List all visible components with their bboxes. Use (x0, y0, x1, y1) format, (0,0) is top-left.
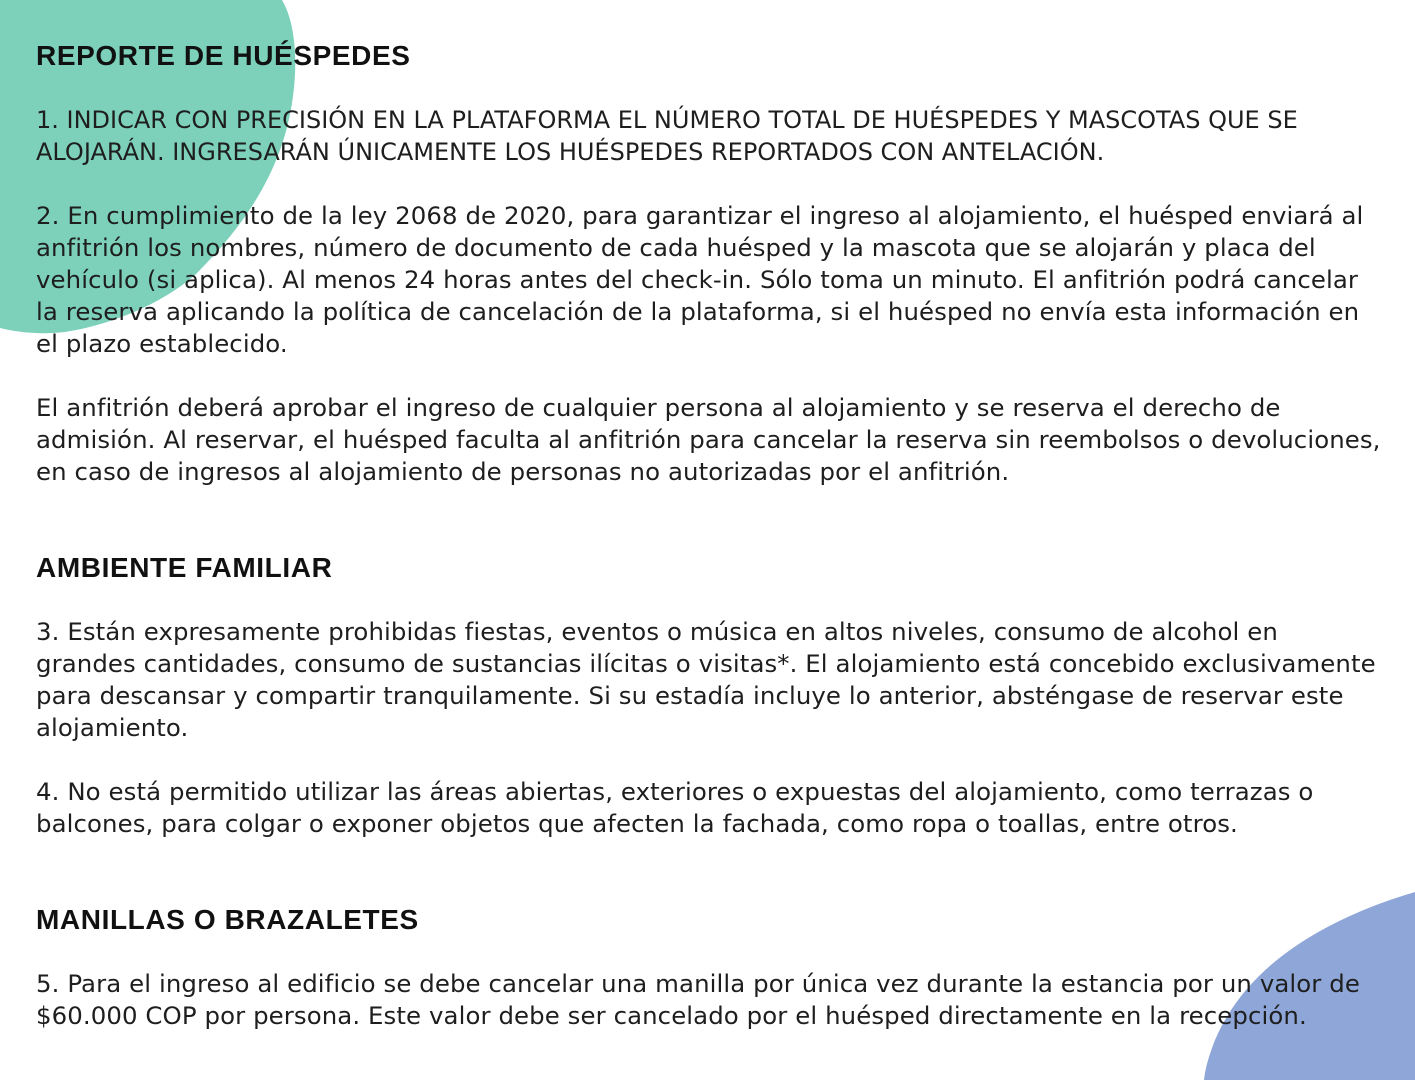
section-heading-manillas: MANILLAS O BRAZALETES (36, 904, 419, 935)
section-heading-ambiente: AMBIENTE FAMILIAR (36, 552, 333, 583)
paragraph-1: 1. INDICAR CON PRECISIÓN EN LA PLATAFORMA EL NÚMERO TOTAL DE HUÉSPEDES Y MASCOTAS QUE SE ALOJARÁN. INGRESARÁN ÚNICAMENTE LOS HUÉSPEDES REPORTADOS CON ANTELACIÓN. (36, 106, 1298, 166)
paragraph-2: 2. En cumplimiento de la ley 2068 de 2020, para garantizar el ingreso al alojamiento, el huésped enviará al anfitrión los nombres, número de documento de cada huésped y la mascota que se alojarán y placa del vehículo (si aplica). Al menos 24 horas antes del check-in. Sólo toma un minuto. El anfitrión podrá cancelar la reserva aplicando la política de cancelación de la plataforma, si el huésped no envía esta información en el plazo establecido. (36, 201, 1364, 358)
paragraph-admision: El anfitrión deberá aprobar el ingreso de cualquier persona al alojamiento y se reserva el derecho de admisión. Al reservar, el huésped faculta al anfitrión para cancelar la reserva sin reembolsos o devoluciones, en caso de ingresos al alojamiento de personas no autorizadas por el anfitrión. (36, 393, 1381, 486)
document-content (36, 40, 1381, 1032)
paragraph-5: 5. Para el ingreso al edificio se debe cancelar una manilla por única vez durante la estancia por un valor de $60.000 COP por persona. Este valor debe ser cancelado por el huésped directamente en la recepción. (36, 969, 1360, 1030)
paragraph-3: 3. Están expresamente prohibidas fiestas, eventos o música en altos niveles, consumo de alcohol en grandes cantidades, consumo de sustancias ilícitas o visitas*. El alojamiento está concebido exclusivamente para descansar y compartir tranquilamente. Si su estadía incluye lo anterior, absténgase de reservar este alojamiento. (36, 617, 1376, 742)
paragraph-4: 4. No está permitido utilizar las áreas abiertas, exteriores o expuestas del alojamiento, como terrazas o balcones, para colgar o exponer objetos que afecten la fachada, como ropa o toallas, entre otros. (36, 777, 1314, 838)
section-heading-reporte: REPORTE DE HUÉSPEDES (36, 40, 411, 71)
